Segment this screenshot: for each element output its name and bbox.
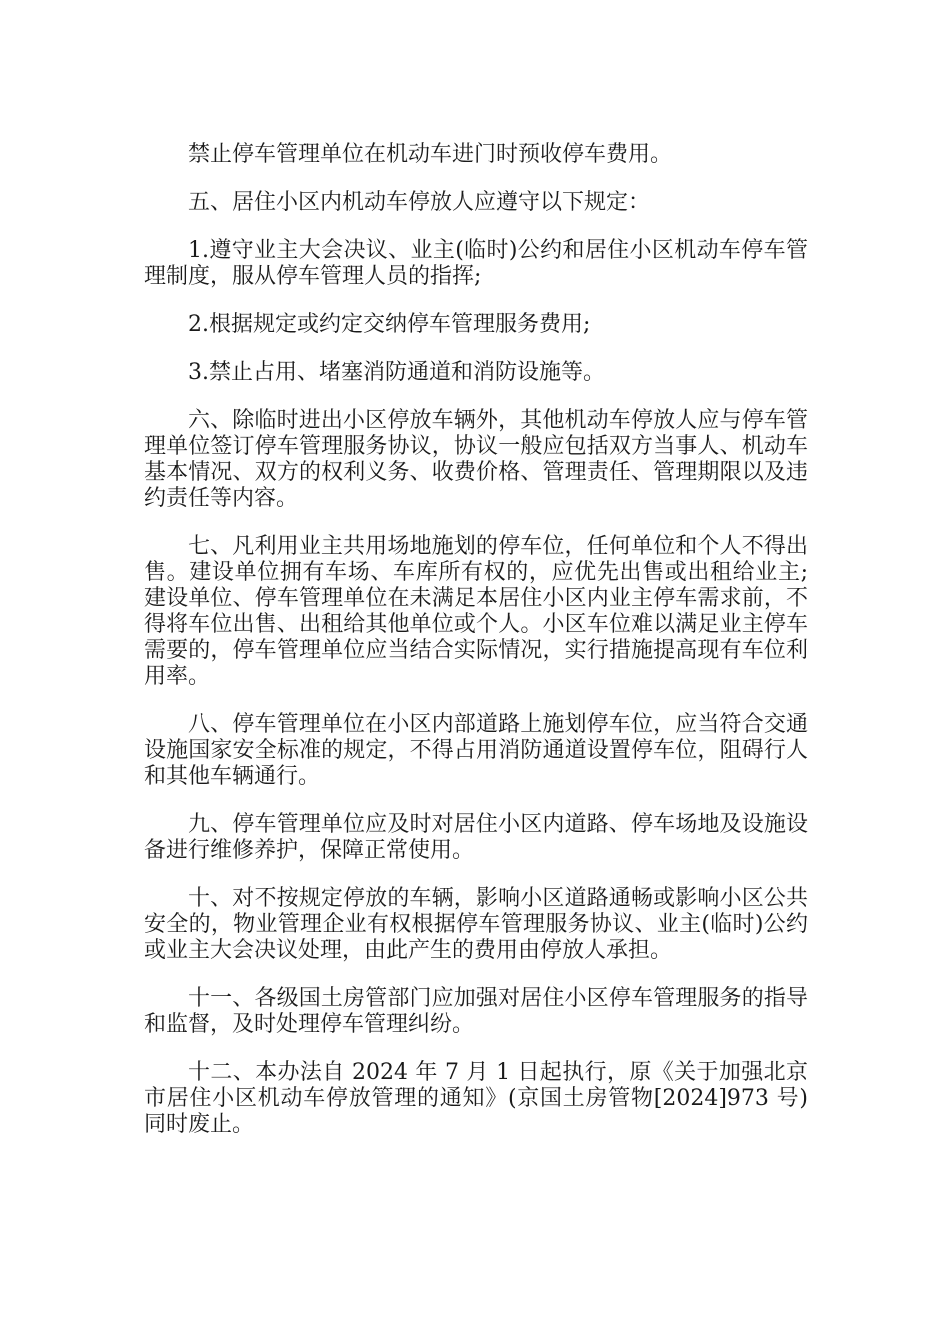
document-body [144,142,808,1138]
paragraph-rule-2: 2.根据规定或约定交纳停车管理服务费用; [188,312,591,337]
paragraph-section-5-heading: 五、居住小区内机动车停放人应遵守以下规定： [188,190,651,215]
paragraph-rule-1: 1.遵守业主大会决议、业主(临时)公约和居住小区机动车停车管理制度，服从停车管理人员的指挥; [144,238,808,289]
paragraph-section-7: 七、凡利用业主共用场地施划的停车位，任何单位和个人不得出售。建设单位拥有车场、车库所有权的，应优先出售或出租给业主;建设单位、停车管理单位在未满足本居住小区内业主停车需求前，不得将车位出售、出租给其他单位或个人。小区车位难以满足业主停车需要的，停车管理单位应当结合实际情况，实行措施提高现有车位利用率。 [144,534,808,689]
paragraph-section-11: 十一、各级国土房管部门应加强对居住小区停车管理服务的指导和监督，及时处理停车管理纠纷。 [144,986,808,1037]
paragraph-section-10: 十、对不按规定停放的车辆，影响小区道路通畅或影响小区公共安全的，物业管理企业有权根据停车管理服务协议、业主(临时)公约或业主大会决议处理，由此产生的费用由停放人承担。 [144,886,808,963]
paragraph-section-6: 六、除临时进出小区停放车辆外，其他机动车停放人应与停车管理单位签订停车管理服务协议，协议一般应包括双方当事人、机动车基本情况、双方的权利义务、收费价格、管理责任、管理期限以及违约责任等内容。 [144,408,808,511]
paragraph-section-9: 九、停车管理单位应及时对居住小区内道路、停车场地及设施设备进行维修养护，保障正常使用。 [144,812,808,863]
paragraph-section-8: 八、停车管理单位在小区内部道路上施划停车位，应当符合交通设施国家安全标准的规定，不得占用消防通道设置停车位，阻碍行人和其他车辆通行。 [144,712,808,789]
paragraph-prepaid-fee-ban: 禁止停车管理单位在机动车进门时预收停车费用。 [188,142,673,167]
paragraph-section-12: 十二、本办法自 2024 年 7 月 1 日起执行，原《关于加强北京市居住小区机动车停放管理的通知》(京国土房管物[2024]973 号)同时废止。 [144,1060,808,1137]
paragraph-rule-3: 3.禁止占用、堵塞消防通道和消防设施等。 [188,360,605,385]
